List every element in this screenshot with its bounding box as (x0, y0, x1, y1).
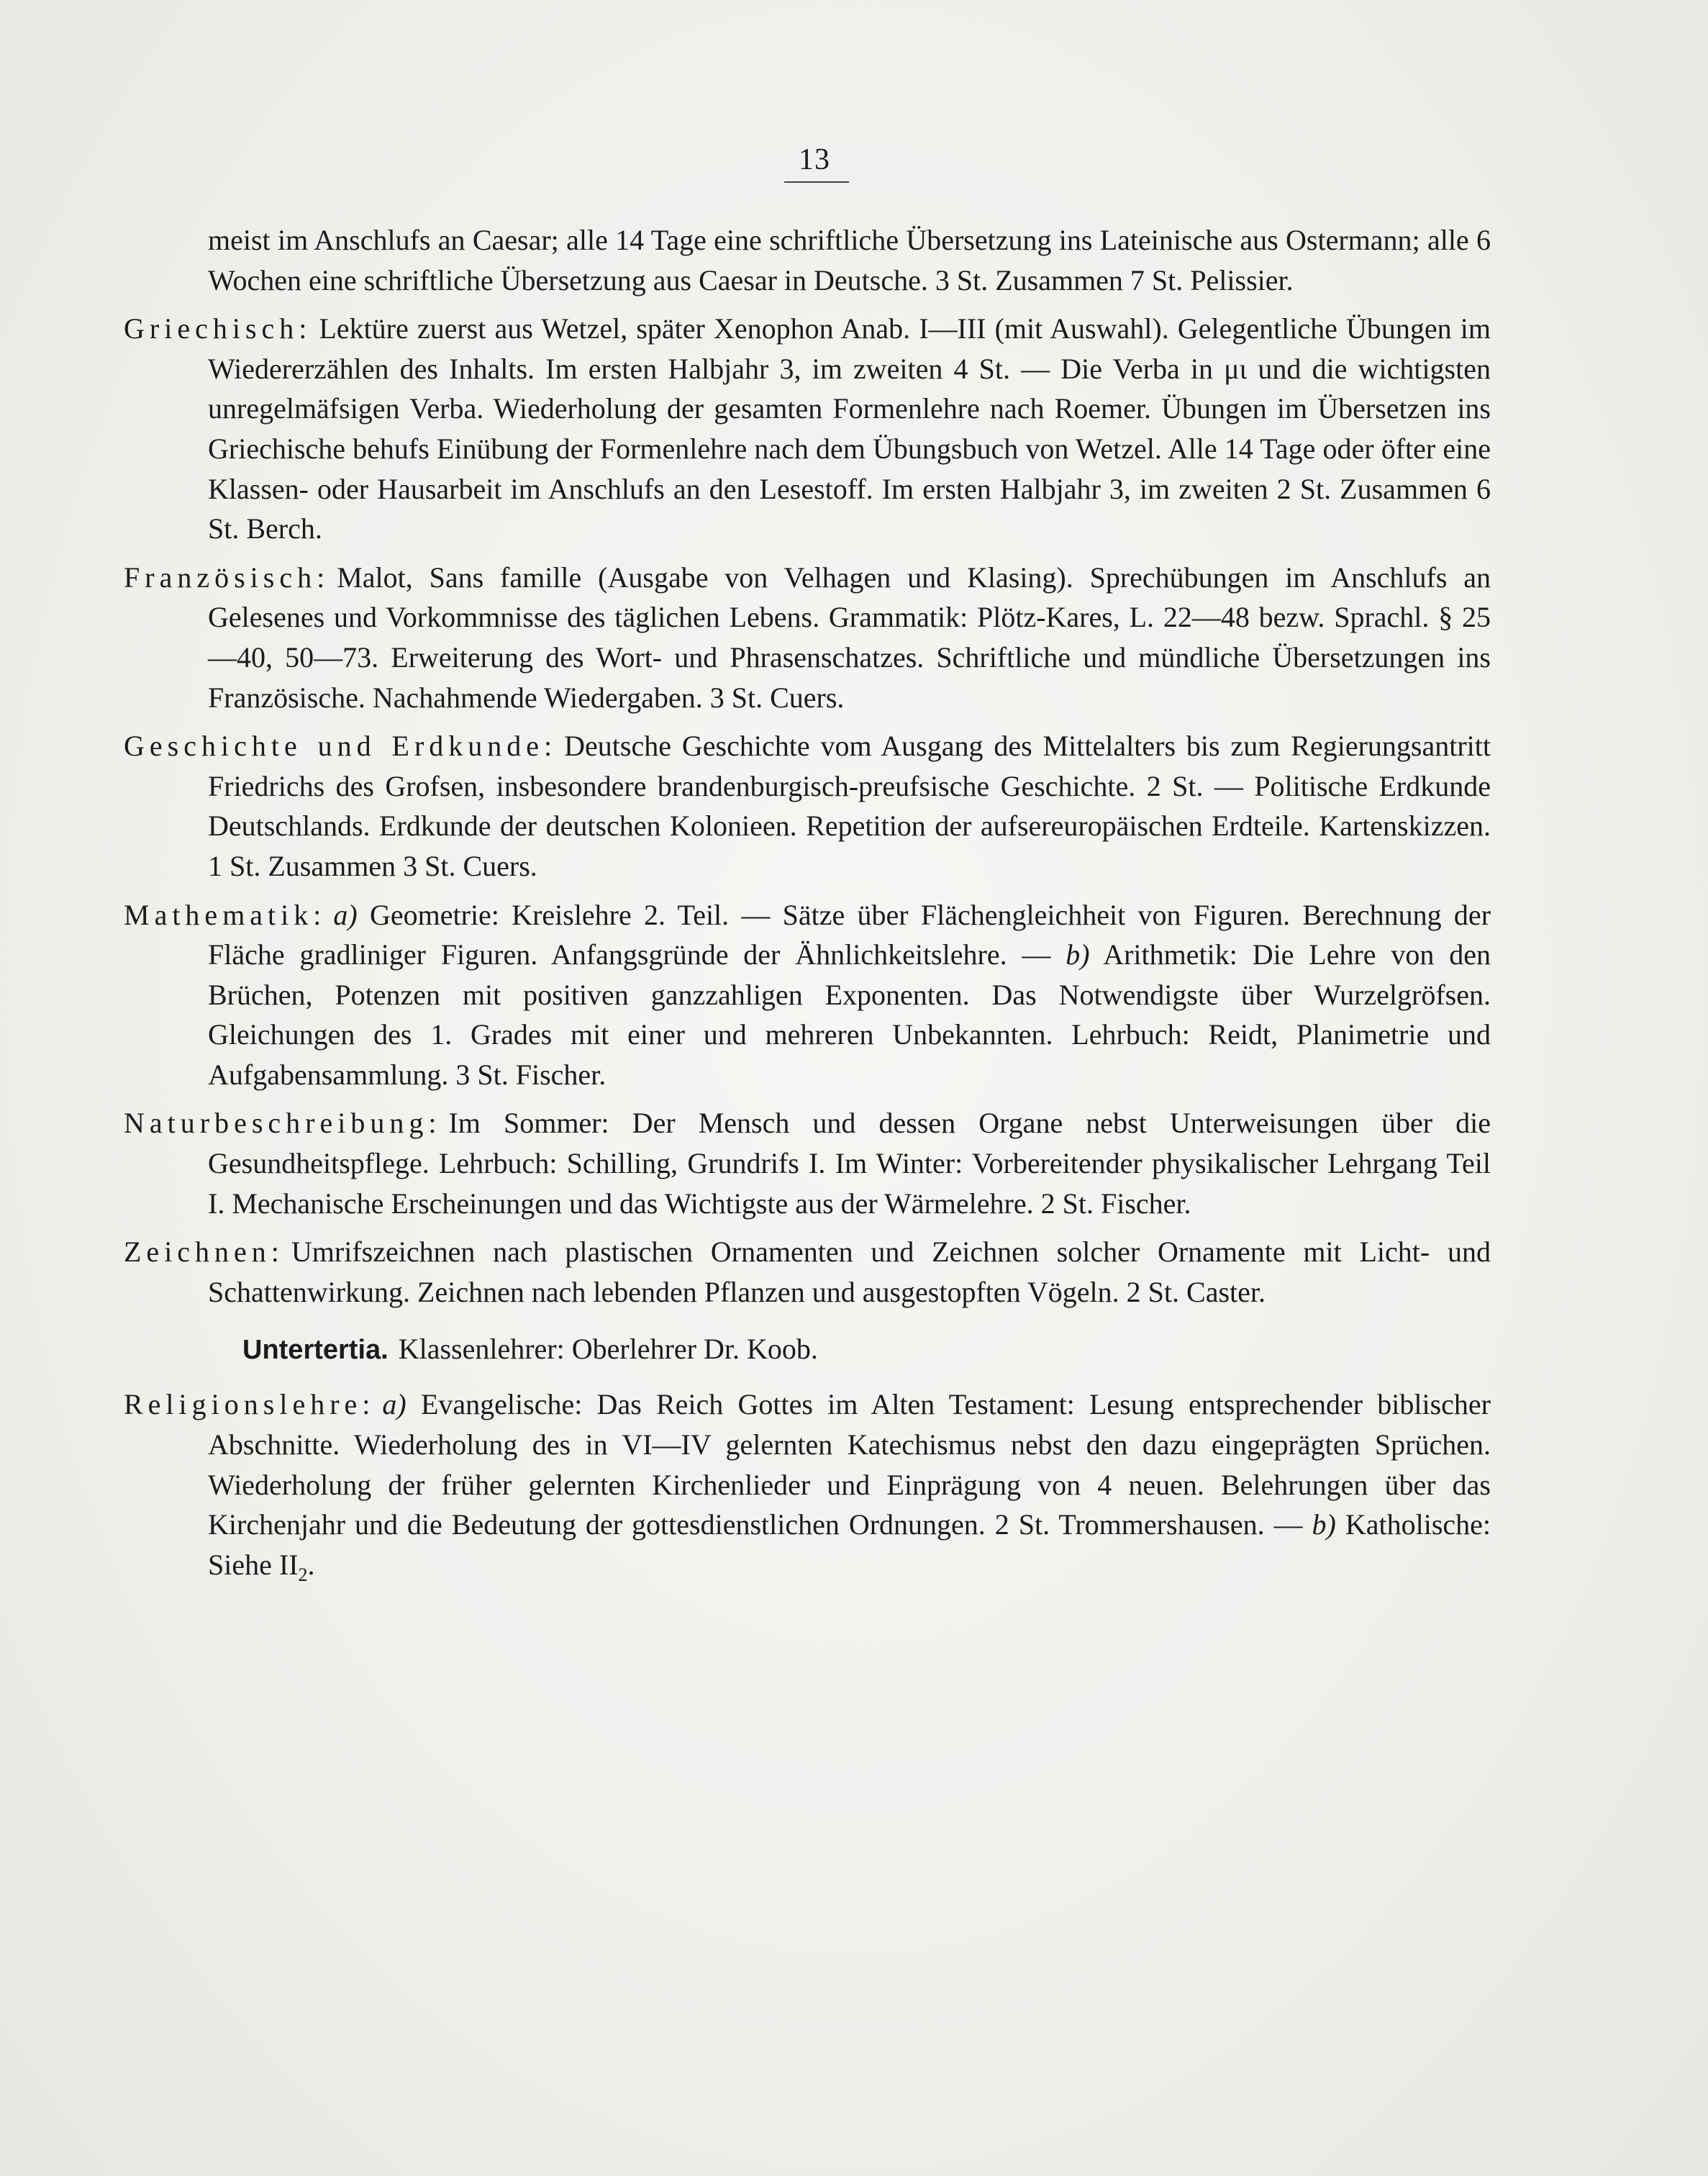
section-heading: Französisch: (124, 561, 330, 594)
page-number-rule (784, 181, 849, 183)
section-zeichnen (124, 1232, 1491, 1312)
section-heading: Mathematik: (124, 898, 327, 931)
continuation-text: meist im Anschlufs an Caesar; alle 14 Tage eine schriftliche Übersetzung ins Lateinische aus Ostermann; alle 6 Wochen eine schriftliche Übersetzung aus Caesar in Deutsche. 3 St. Zusammen 7 St. Pelissier. (208, 224, 1491, 296)
section-body-end: . (307, 1548, 315, 1581)
list-marker-b: b) (1312, 1508, 1336, 1541)
section-body-a: Evangelische: Das Reich Gottes im Alten Testament: Lesung entsprechender biblischer Abschnitte. Wiederholung des in VI—IV gelernten Katechismus nebst den dazu eingeprägten Sprüchen. Wiederholung der früher gelernten Kirchenlieder und Einprägung von 4 neuen. Belehrungen über das Kirchenjahr und die Bedeutung der gottesdienstlichen Ordnungen. 2 St. Trommershausen. — (208, 1388, 1491, 1541)
class-name: Untertertia. (242, 1335, 389, 1366)
section-body: Malot, Sans famille (Ausgabe von Velhagen und Klasing). Sprechübungen im Anschlufs an Gelesenes und Vorkommnisse des täglichen Lebens. Grammatik: Plötz-Kares, L. 22—48 bezw. Sprachl. § 25—40, 50—73. Erweiterung des Wort- und Phrasenschatzes. Schriftliche und mündliche Übersetzungen ins Französische. Nachahmende Wiedergaben. 3 St. Cuers. (208, 561, 1491, 714)
section-body: Deutsche Geschichte vom Ausgang des Mittelalters bis zum Regierungsantritt Friedrichs des Grofsen, insbesondere brandenburgisch-preufsische Geschichte. 2 St. — Politische Erdkunde Deutschlands. Erdkunde der deutschen Kolonieen. Repetition der aufsereuropäischen Erdteile. Kartenskizzen. 1 St. Zusammen 3 St. Cuers. (208, 730, 1491, 882)
section-body: Umrifszeichnen nach plastischen Ornamenten und Zeichnen solcher Ornamente mit Licht- und Schattenwirkung. Zeichnen nach lebenden Pflanzen und ausgestopften Vögeln. 2 St. Caster. (208, 1236, 1491, 1308)
section-heading: Religionslehre: (124, 1388, 376, 1421)
section-heading: Zeichnen: (124, 1236, 284, 1269)
section-heading: Geschichte und Erdkunde: (124, 730, 558, 763)
section-griechisch (124, 309, 1491, 549)
list-marker-a: a) (333, 898, 358, 931)
list-marker-b: b) (1066, 938, 1090, 971)
section-religionslehre (124, 1384, 1491, 1585)
section-body-a: Geometrie: Kreislehre 2. Teil. — Sätze über Flächengleichheit von Figuren. Berechnung der Fläche gradliniger Figuren. Anfangsgründe der Ähnlichkeitslehre. — (208, 898, 1491, 971)
section-body: Im Sommer: Der Mensch und dessen Organe nebst Unterweisungen über die Gesundheitspflege. Lehrbuch: Schilling, Grundrifs I. Im Winter: Vorbereitender physikalischer Lehrgang Teil I. Mechanische Erscheinungen und das Wichtigste aus der Wärmelehre. 2 St. Fischer. (208, 1107, 1491, 1220)
class-heading (124, 1329, 1491, 1370)
section-body-b: Katholische: Siehe II (208, 1508, 1491, 1581)
section-heading: Naturbeschreibung: (124, 1107, 442, 1140)
body-text (124, 220, 1491, 1585)
list-marker-a: a) (382, 1388, 406, 1421)
section-franzoesisch (124, 558, 1491, 717)
subscript-index: 2 (298, 1564, 308, 1585)
section-body: Lektüre zuerst aus Wetzel, später Xenophon Anab. I—III (mit Auswahl). Gelegentliche Übungen im Wiedererzählen des Inhalts. Im ersten Halbjahr 3, im zweiten 4 St. — Die Verba in μι und die wichtigsten unregelmäfsigen Verba. Wiederholung der gesamten Formenlehre nach Roemer. Übungen im Übersetzen ins Griechische behufs Einübung der Formenlehre nach dem Übungsbuch von Wetzel. Alle 14 Tage oder öfter eine Klassen- oder Hausarbeit im Anschlufs an den Lesestoff. Im ersten Halbjahr 3, im zweiten 2 St. Zusammen 6 St. Berch. (208, 312, 1491, 545)
section-naturbeschreibung (124, 1103, 1491, 1223)
section-body-b: Arithmetik: Die Lehre von den Brüchen, Potenzen mit positiven ganzzahligen Exponenten. Das Notwendigste über Wurzelgröfsen. Gleichungen des 1. Grades mit einer und mehreren Unbekannten. Lehrbuch: Reidt, Planimetrie und Aufgabensammlung. 3 St. Fischer. (208, 938, 1491, 1091)
section-geschichte-erdkunde (124, 726, 1491, 886)
section-heading: Griechisch: (124, 312, 312, 345)
section-mathematik (124, 895, 1491, 1095)
class-teacher: Klassenlehrer: Oberlehrer Dr. Koob. (398, 1333, 818, 1366)
page-number: 13 (799, 143, 830, 176)
continuation-paragraph (124, 220, 1491, 300)
